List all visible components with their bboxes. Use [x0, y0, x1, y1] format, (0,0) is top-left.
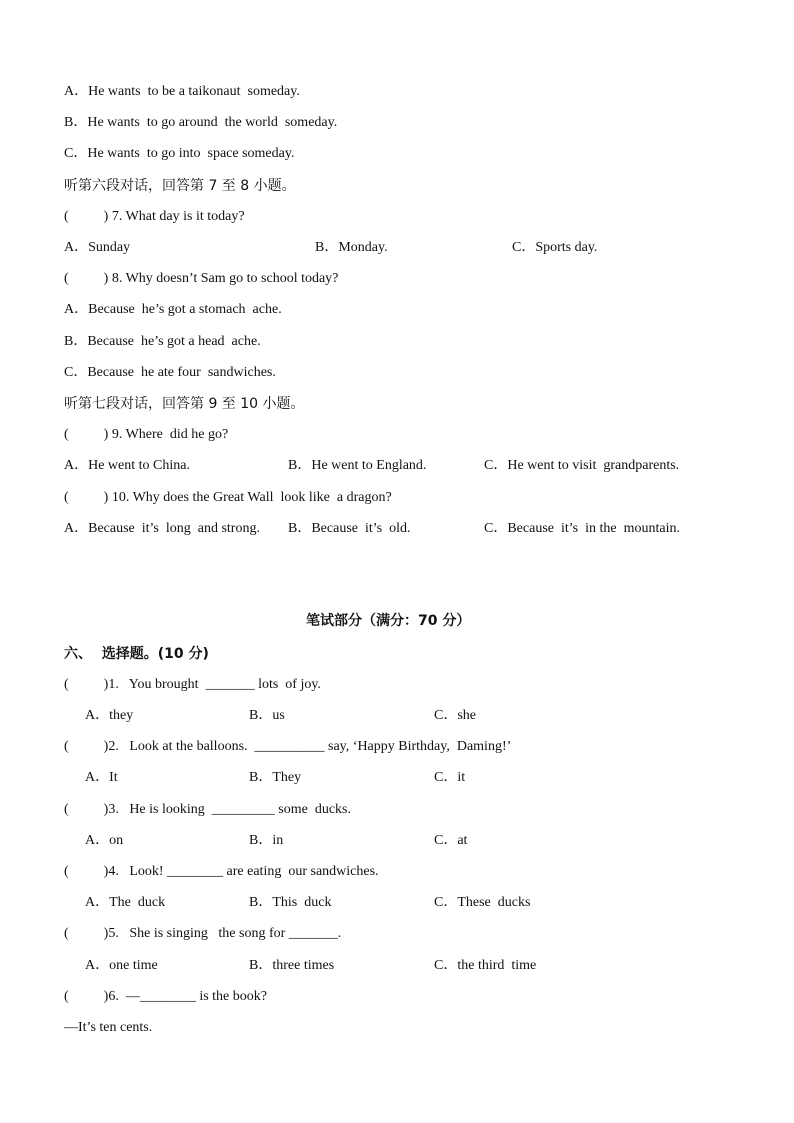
option-b: B．They: [249, 770, 302, 785]
option-a: A．The duck: [85, 895, 166, 910]
section-heading: 六、 选择题。(10 分): [64, 646, 209, 662]
answer-line: —It’s ten cents.: [64, 1020, 153, 1035]
question-stem: ( ) 8. Why doesn’t Sam go to school today?: [64, 271, 339, 286]
option-c: C．Because he ate four sandwiches.: [64, 365, 276, 380]
option-a: A．one time: [85, 958, 158, 973]
question-stem: ( ) 7. What day is it today?: [64, 209, 245, 224]
option-a: A．It: [85, 770, 118, 785]
question-stem: ( )4. Look! ________ are eating our sandwiches.: [64, 864, 379, 879]
option-c: C．she: [434, 708, 476, 723]
option-c: C．the third time: [434, 958, 537, 973]
option-b: B．Monday.: [315, 240, 388, 255]
option-b: B．Because he’s got a head ache.: [64, 334, 261, 349]
option-a: A．Sunday: [64, 240, 131, 255]
option-b: B．three times: [249, 958, 335, 973]
option-a: A．on: [85, 833, 124, 848]
option-c: C．it: [434, 770, 466, 785]
option-c: C．These ducks: [434, 895, 531, 910]
option-a: A．Because it’s long and strong.: [64, 521, 260, 536]
question-stem: ( )1. You brought _______ lots of joy.: [64, 677, 321, 692]
question-stem: ( )6. —________ is the book?: [64, 989, 267, 1004]
option-a: A．they: [85, 708, 134, 723]
option-a: A．He wants to be a taikonaut someday.: [64, 84, 300, 99]
question-stem: ( )2. Look at the balloons. __________ say, ‘Happy Birthday, Daming!’: [64, 739, 512, 754]
option-b: B．He went to England.: [288, 458, 427, 473]
option-b: B．Because it’s old.: [288, 521, 411, 536]
section-heading: 听第七段对话，回答第 9 至 10 小题。: [64, 396, 305, 412]
option-b: B．He wants to go around the world someday.: [64, 115, 338, 130]
option-c: C．at: [434, 833, 468, 848]
option-a: A．Because he’s got a stomach ache.: [64, 302, 282, 317]
option-a: A．He went to China.: [64, 458, 190, 473]
option-c: C．He wants to go into space someday.: [64, 146, 295, 161]
option-c: C．Because it’s in the mountain.: [484, 521, 680, 536]
option-b: B．in: [249, 833, 284, 848]
question-stem: ( ) 10. Why does the Great Wall look like a dragon?: [64, 490, 392, 505]
option-b: B．This duck: [249, 895, 332, 910]
option-b: B．us: [249, 708, 285, 723]
question-stem: ( )3. He is looking _________ some ducks.: [64, 802, 351, 817]
option-c: C．Sports day.: [512, 240, 598, 255]
written-part-title: 笔试部分（满分：70 分）: [306, 613, 471, 629]
section-heading: 听第六段对话，回答第 7 至 8 小题。: [64, 178, 296, 194]
question-stem: ( )5. She is singing the song for _______.: [64, 926, 342, 941]
question-stem: ( ) 9. Where did he go?: [64, 427, 229, 442]
option-c: C．He went to visit grandparents.: [484, 458, 680, 473]
